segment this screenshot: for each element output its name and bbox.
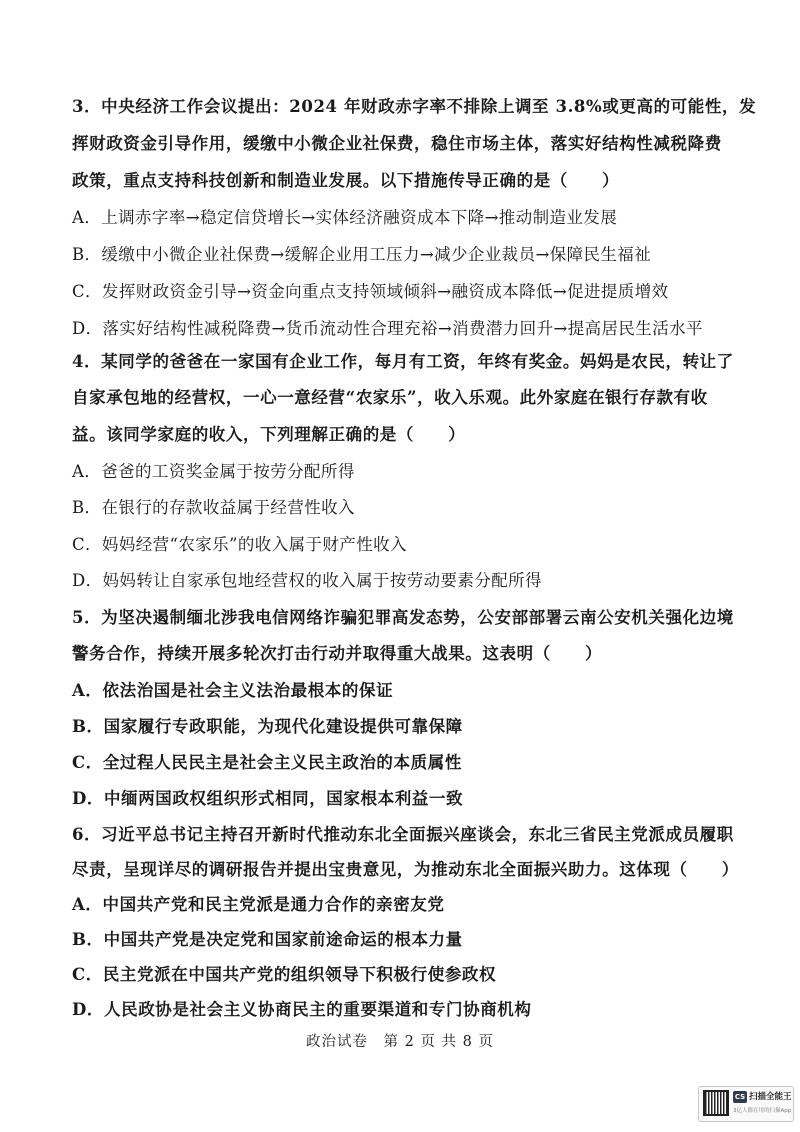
q3-option-d: D．落实好结构性减税降费→货币流动性合理充裕→消费潜力回升→提高居民生活水平 bbox=[72, 319, 703, 338]
q6-option-a: A．中国共产党和民主党派是通力合作的亲密友党 bbox=[72, 895, 445, 914]
q3-stem-line-3: 政策，重点支持科技创新和制造业发展。以下措施传导正确的是（ ） bbox=[72, 171, 620, 190]
q3-option-c: C．发挥财政资金引导→资金向重点支持领域倾斜→融资成本降低→促进提质增效 bbox=[72, 282, 669, 301]
q6-option-b: B．中国共产党是决定党和国家前途命运的根本力量 bbox=[72, 930, 463, 949]
q3-stem-line-1: 3．中央经济工作会议提出：2024 年财政赤字率不排除上调至 3.8%或更高的可能性，发 bbox=[72, 97, 757, 116]
page-footer: 政治试卷 第 2 页 共 8 页 bbox=[306, 1034, 494, 1050]
q4-option-c: C．妈妈经营“农家乐”的收入属于财产性收入 bbox=[72, 535, 407, 554]
scanner-brand: 扫描全能王 bbox=[749, 1092, 792, 1102]
q3-option-a: A．上调赤字率→稳定信贷增长→实体经济融资成本下降→推动制造业发展 bbox=[72, 208, 618, 227]
q5-option-d: D．中缅两国政权组织形式相同，国家根本利益一致 bbox=[72, 789, 464, 808]
qr-code-icon bbox=[703, 1090, 729, 1116]
q6-stem-line-2: 尽责，呈现详尽的调研报告并提出宝贵意见，为推动东北全面振兴助力。这体现（ ） bbox=[72, 860, 739, 879]
q6-stem-line-1: 6．习近平总书记主持召开新时代推动东北全面振兴座谈会，东北三省民主党派成员履职 bbox=[72, 825, 734, 844]
q6-option-d: D．人民政协是社会主义协商民主的重要渠道和专门协商机构 bbox=[72, 1000, 532, 1019]
q4-stem-line-1: 4．某同学的爸爸在一家国有企业工作，每月有工资，年终有奖金。妈妈是农民，转让了 bbox=[72, 352, 734, 371]
q5-stem-line-2: 警务合作，持续开展多轮次打击行动并取得重大战果。这表明（ ） bbox=[72, 644, 603, 663]
q4-stem-line-2: 自家承包地的经营权，一心一意经营“农家乐”，收入乐观。此外家庭在银行存款有收 bbox=[72, 388, 708, 407]
q3-stem-line-2: 挥财政资金引导作用，缓缴中小微企业社保费，稳住市场主体，落实好结构性减税降费 bbox=[72, 134, 722, 153]
q5-option-c: C．全过程人民民主是社会主义民主政治的本质属性 bbox=[72, 753, 462, 772]
q4-stem-line-3: 益。该同学家庭的收入，下列理解正确的是（ ） bbox=[72, 425, 466, 444]
q4-option-a: A．爸爸的工资奖金属于按劳分配所得 bbox=[72, 462, 355, 481]
q4-option-d: D．妈妈转让自家承包地经营权的收入属于按劳动要素分配所得 bbox=[72, 571, 542, 590]
q6-option-c: C．民主党派在中国共产党的组织领导下积极行使参政权 bbox=[72, 965, 497, 984]
q5-option-b: B．国家履行专政职能，为现代化建设提供可靠保障 bbox=[72, 717, 463, 736]
q4-option-b: B．在银行的存款收益属于经营性收入 bbox=[72, 498, 355, 517]
scanner-watermark bbox=[698, 1086, 794, 1122]
q3-option-b: B．缓缴中小微企业社保费→缓解企业用工压力→减少企业裁员→保障民生福祉 bbox=[72, 245, 652, 264]
scanner-logo: CS bbox=[734, 1093, 746, 1101]
q5-stem-line-1: 5．为坚决遏制缅北涉我电信网络诈骗犯罪高发态势，公安部部署云南公安机关强化边境 bbox=[72, 608, 734, 627]
q5-option-a: A．依法治国是社会主义法治最根本的保证 bbox=[72, 681, 394, 700]
scanner-tagline: 3亿人都在用的扫描App bbox=[733, 1108, 792, 1114]
